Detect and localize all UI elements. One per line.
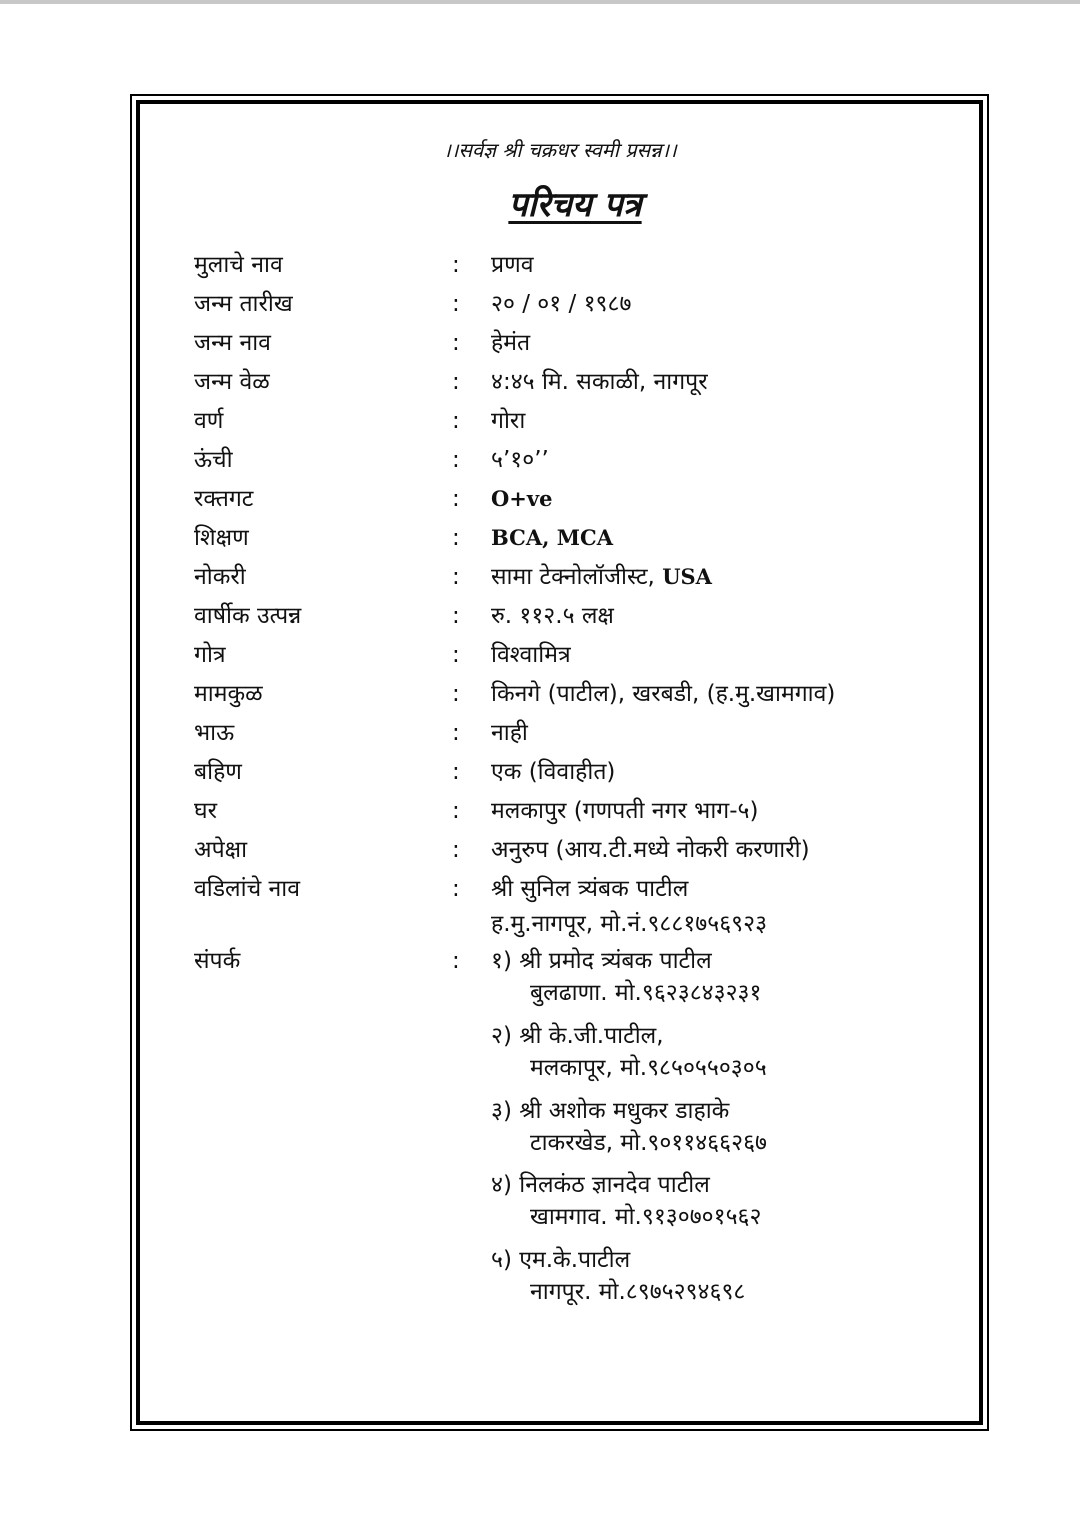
info-row xyxy=(0,637,1080,673)
colon-separator: : xyxy=(452,486,460,512)
field-label: जन्म तारीख xyxy=(194,291,293,317)
contact-entry-line1: ५) एम.के.पाटील xyxy=(491,1247,631,1273)
father-address-phone: ह.मु.नागपूर, मो.नं.९८८१७५६९२३ xyxy=(491,911,768,937)
field-value: विश्वामित्र xyxy=(491,642,571,668)
job-country: USA xyxy=(662,564,712,589)
info-row xyxy=(0,559,1080,595)
colon-separator: : xyxy=(452,798,460,824)
field-label: घर xyxy=(194,798,217,824)
field-label: शिक्षण xyxy=(194,525,249,551)
field-value: किनगे (पाटील), खरबडी, (ह.मु.खामगाव) xyxy=(491,681,836,707)
field-label: मामकुळ xyxy=(194,681,263,707)
info-row xyxy=(0,520,1080,556)
colon-separator: : xyxy=(452,291,460,317)
contact-entry-line2: टाकरखेड, मो.९०११४६६२६७ xyxy=(530,1130,767,1156)
field-label: भाऊ xyxy=(194,720,235,746)
contact-entry-line1: ४) निलकंठ ज्ञानदेव पाटील xyxy=(491,1172,710,1198)
contact-label: संपर्क xyxy=(194,948,241,974)
colon-separator: : xyxy=(452,408,460,434)
field-value: मलकापुर (गणपती नगर भाग-५) xyxy=(491,798,759,824)
colon-separator: : xyxy=(452,681,460,707)
colon-separator: : xyxy=(452,876,460,902)
field-label: जन्म नाव xyxy=(194,330,271,356)
info-row xyxy=(0,247,1080,283)
field-label: अपेक्षा xyxy=(194,837,248,863)
field-label: रक्तगट xyxy=(194,486,254,512)
colon-separator: : xyxy=(452,759,460,785)
field-value: BCA, MCA xyxy=(491,525,614,550)
field-label: नोकरी xyxy=(194,564,246,590)
page-title: परिचय पत्र xyxy=(508,185,642,225)
colon-separator: : xyxy=(452,564,460,590)
contact-entry-line1: ३) श्री अशोक मधुकर डाहाके xyxy=(491,1098,730,1124)
field-value: ५’१०’’ xyxy=(491,447,549,473)
job-title: सामा टेक्नोलॉजीस्ट, xyxy=(491,564,655,590)
contact-entry-line2: खामगाव. मो.९१३०७०१५६२ xyxy=(530,1204,762,1230)
colon-separator: : xyxy=(452,252,460,278)
colon-separator: : xyxy=(452,525,460,551)
field-label: ऊंची xyxy=(194,447,233,473)
top-edge-bar xyxy=(0,0,1080,4)
field-value: ४:४५ मि. सकाळी, नागपूर xyxy=(491,369,708,395)
field-label: वडिलांचे नाव xyxy=(194,876,301,902)
field-value: एक (विवाहीत) xyxy=(491,759,616,785)
info-row xyxy=(0,364,1080,400)
contact-entry-line2: बुलढाणा. मो.९६२३८४३२३१ xyxy=(530,980,762,1006)
colon-separator: : xyxy=(452,369,460,395)
colon-separator: : xyxy=(452,837,460,863)
field-label: जन्म वेळ xyxy=(194,369,270,395)
colon-separator: : xyxy=(452,642,460,668)
field-value: गोरा xyxy=(491,408,526,434)
info-row xyxy=(0,793,1080,829)
colon-separator: : xyxy=(452,948,460,974)
colon-separator: : xyxy=(452,603,460,629)
info-row xyxy=(0,715,1080,751)
field-value: O+ve xyxy=(491,486,553,511)
field-label: वर्ण xyxy=(194,408,224,434)
field-value: हेमंत xyxy=(491,330,531,356)
field-label: बहिण xyxy=(194,759,242,785)
field-label: मुलाचे नाव xyxy=(194,252,283,278)
info-row xyxy=(0,286,1080,322)
colon-separator: : xyxy=(452,330,460,356)
blessing-line: ।।सर्वज्ञ श्री चक्रधर स्वमी प्रसन्न।। xyxy=(443,138,677,162)
colon-separator: : xyxy=(452,447,460,473)
info-row xyxy=(0,754,1080,790)
info-row xyxy=(0,676,1080,712)
field-value xyxy=(491,559,712,595)
contact-entry-line1: २) श्री के.जी.पाटील, xyxy=(491,1023,664,1049)
contact-row xyxy=(0,943,1080,979)
info-row xyxy=(0,403,1080,439)
field-value: २० / ०१ / १९८७ xyxy=(491,291,632,317)
contact-entry-line2: मलकापूर, मो.९८५०५५०३०५ xyxy=(530,1055,767,1081)
info-row xyxy=(0,598,1080,634)
info-row xyxy=(0,832,1080,868)
field-label: गोत्र xyxy=(194,642,226,668)
field-label: वार्षीक उत्पन्न xyxy=(194,603,302,629)
field-value: नाही xyxy=(491,720,528,746)
info-row xyxy=(0,871,1080,907)
info-row xyxy=(0,442,1080,478)
info-row xyxy=(0,325,1080,361)
field-value: रु. ११२.५ लक्ष xyxy=(491,603,614,629)
field-value: श्री सुनिल त्र्यंबक पाटील xyxy=(491,876,689,902)
info-row xyxy=(0,481,1080,517)
contact-entry-line2: नागपूर. मो.८९७५२९४६९८ xyxy=(530,1279,746,1305)
contact-entry-line1: १) श्री प्रमोद त्र्यंबक पाटील xyxy=(491,948,712,974)
field-value: अनुरुप (आय.टी.मध्ये नोकरी करणारी) xyxy=(491,837,810,863)
field-value: प्रणव xyxy=(491,252,534,278)
colon-separator: : xyxy=(452,720,460,746)
